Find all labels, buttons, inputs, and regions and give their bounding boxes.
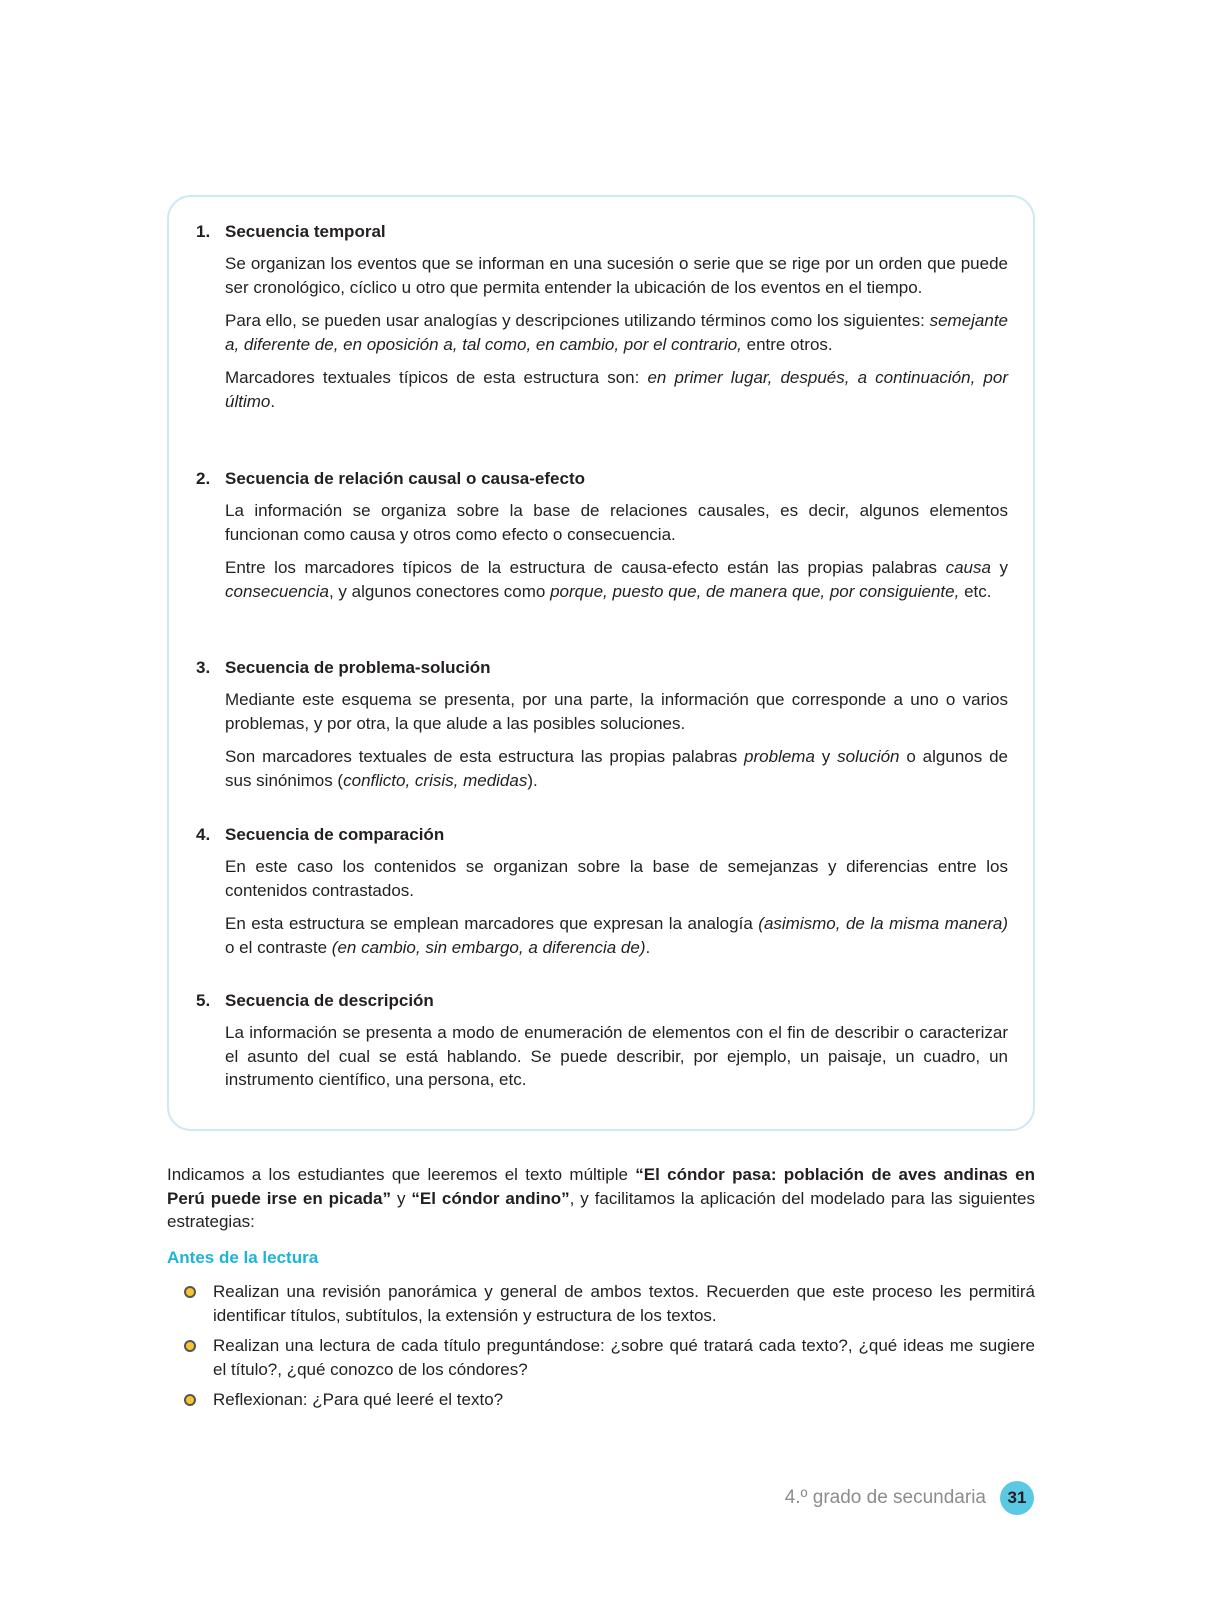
page-number: 31 — [1000, 1481, 1034, 1515]
section-number: 3. — [196, 658, 211, 677]
bullet-icon — [184, 1340, 196, 1352]
section-title-text: Secuencia de relación causal o causa-efecto — [225, 469, 585, 488]
section-title — [196, 220, 1008, 244]
section-problem-solution — [196, 656, 1008, 792]
section-number: 1. — [196, 222, 211, 241]
paragraph: Marcadores textuales típicos de esta estructura son: en primer lugar, después, a continuación, por último. — [225, 368, 1008, 411]
subheading-antes-lectura: Antes de la lectura — [167, 1248, 319, 1267]
paragraph: Son marcadores textuales de esta estructura las propias palabras problema y solución o algunos de sus sinónimos (conflicto, crisis, medidas). — [225, 747, 1008, 790]
footer-grade: 4.º grado de secundaria — [784, 1487, 986, 1508]
section-causal — [196, 467, 1008, 603]
list-item: Realizan una revisión panorámica y general de ambos textos. Recuerden que este proceso les permitirá identificar títulos, subtítulos, la extensión y estructura de los textos. — [167, 1280, 1035, 1327]
section-title — [196, 989, 1008, 1013]
paragraph: Se organizan los eventos que se informan en una sucesión o serie que se rige por un orden que puede ser cronológico, cíclico u otro que permita entender la ubicación de los eventos en el tiempo. — [225, 254, 1008, 297]
paragraph: La información se organiza sobre la base de relaciones causales, es decir, algunos elementos funcionan como causa y otros como efecto o consecuencia. — [225, 501, 1008, 544]
paragraph: Entre los marcadores típicos de la estructura de causa-efecto están las propias palabras causa y consecuencia, y algunos conectores como porque, puesto que, de manera que, por consiguiente, etc. — [225, 558, 1008, 601]
list-item: Reflexionan: ¿Para qué leeré el texto? — [167, 1388, 1035, 1412]
paragraph: En este caso los contenidos se organizan sobre la base de semejanzas y diferencias entre los contenidos contrastados. — [225, 857, 1008, 900]
paragraph: Mediante este esquema se presenta, por una parte, la información que corresponde a uno o varios problemas, y por otra, la que alude a las posibles soluciones. — [225, 690, 1008, 733]
section-title — [196, 656, 1008, 680]
section-number: 4. — [196, 825, 211, 844]
section-title-text: Secuencia de problema-solución — [225, 658, 491, 677]
section-description — [196, 989, 1008, 1092]
section-temporal — [196, 220, 1008, 413]
section-number: 5. — [196, 991, 211, 1010]
section-comparison — [196, 823, 1008, 959]
section-title — [196, 467, 1008, 491]
section-title-text: Secuencia de comparación — [225, 825, 445, 844]
section-title — [196, 823, 1008, 847]
paragraph: Para ello, se pueden usar analogías y descripciones utilizando términos como los siguientes: semejante a, diferente de, en oposición a, tal como, en cambio, por el contrario, entre otros. — [225, 311, 1008, 354]
strategy-list — [167, 1280, 1035, 1419]
paragraph: La información se presenta a modo de enumeración de elementos con el fin de describir o caracterizar el asunto del cual se está hablando. Se puede describir, por ejemplo, un paisaje, un cuadro, un instrumento científico, una persona, etc. — [225, 1023, 1008, 1089]
intro-paragraph: Indicamos a los estudiantes que leeremos el texto múltiple “El cóndor pasa: población de aves andinas en Perú puede irse en picada” y “El cóndor andino”, y facilitamos la aplicación del modelado para las siguientes estrategias: — [167, 1165, 1036, 1231]
section-title-text: Secuencia de descripción — [225, 991, 434, 1010]
list-item: Realizan una lectura de cada título preguntándose: ¿sobre qué tratará cada texto?, ¿qué ideas me sugiere el título?, ¿qué conozco de los cóndores? — [167, 1334, 1035, 1381]
paragraph: En esta estructura se emplean marcadores que expresan la analogía (asimismo, de la misma manera) o el contraste (en cambio, sin embargo, a diferencia de). — [225, 914, 1008, 957]
section-title-text: Secuencia temporal — [225, 222, 386, 241]
section-number: 2. — [196, 469, 211, 488]
bullet-icon — [184, 1286, 196, 1298]
bullet-icon — [184, 1394, 196, 1406]
